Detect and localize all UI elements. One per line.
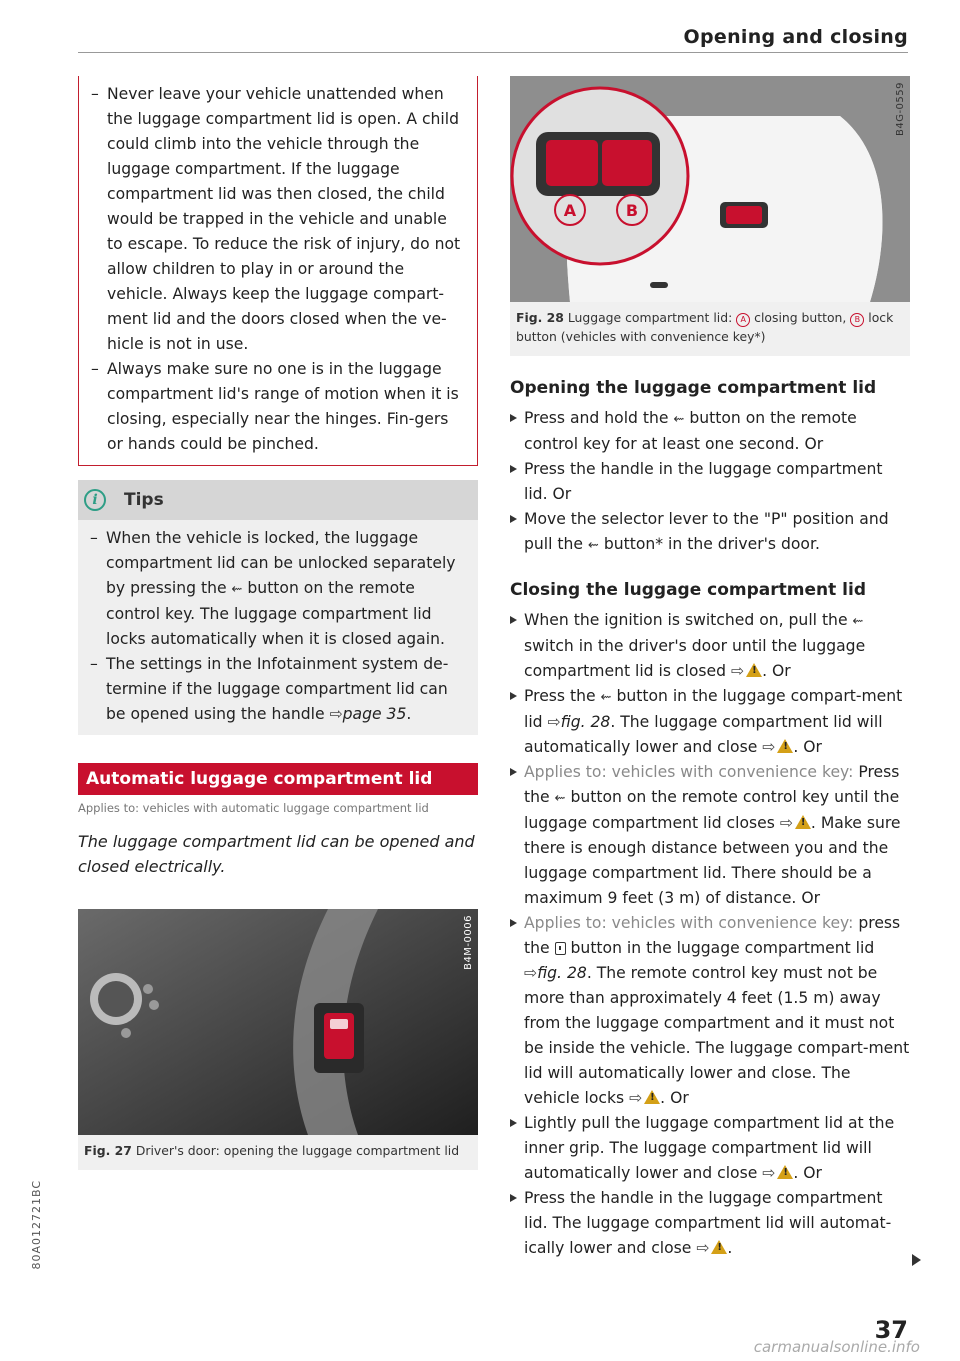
tips-item <box>90 652 466 727</box>
closing-step: Lightly pull the luggage compartment lid at the inner grip. The luggage compartment lid will automatically lower and close ⇨! . Or <box>510 1111 910 1186</box>
document-code: 80A012721BC <box>30 1180 43 1270</box>
reference-arrow-icon: ⇨ <box>547 713 561 731</box>
warning-triangle-icon[interactable] <box>711 1240 727 1254</box>
opening-heading: Opening the luggage compartment lid <box>510 378 877 398</box>
car-icon: ⇜ <box>231 582 243 597</box>
closing-step: When the ignition is switched on, pull the ⇜ switch in the driver's door until the luggage compartment lid is closed ⇨! . Or <box>510 608 910 684</box>
reference-arrow-icon: ⇨ <box>762 1164 776 1182</box>
car-icon: ⇜ <box>600 690 612 705</box>
figure-caption-text: Driver's door: opening the luggage compartment lid <box>135 1143 460 1158</box>
tips-item <box>90 526 466 652</box>
reference-arrow-icon: ⇨ <box>696 1239 710 1257</box>
left-column <box>78 76 478 1170</box>
reference-arrow-icon: ⇨ <box>762 738 776 756</box>
figure-27 <box>78 909 478 1170</box>
tips-body <box>78 520 478 735</box>
figure-caption-text: lock button (vehicles with convenience key*) <box>516 310 894 344</box>
warning-triangle-icon[interactable] <box>644 1090 660 1104</box>
reference-arrow-icon: ⇨ <box>329 705 343 723</box>
callout-b-badge: B <box>616 194 648 226</box>
applies-to-note: Applies to: vehicles with convenience key: <box>524 914 854 932</box>
right-column <box>510 76 910 1261</box>
tips-box <box>78 480 478 735</box>
tips-text: When the vehicle is locked, the luggage compartment lid can be unlocked separately by pressing the <box>106 529 456 597</box>
applies-to-note: Applies to: vehicles with convenience key: <box>524 763 854 781</box>
figure-27-image <box>78 909 478 1135</box>
figure-label: Fig. 28 <box>516 310 564 325</box>
car-icon: ⇜ <box>673 412 685 427</box>
warning-triangle-icon[interactable] <box>795 815 811 829</box>
tips-text: The settings in the Infotainment system de-termine if the luggage compartment lid can be opened using the handle <box>106 655 449 723</box>
figure-28 <box>510 76 910 356</box>
warning-triangle-icon[interactable] <box>746 663 762 677</box>
figure-reference-link[interactable]: fig. 28 <box>537 964 587 982</box>
tips-text: button on the remote control key. The luggage compartment lid locks automatically when it is closed again. <box>106 579 445 648</box>
watermark: carmanualsonline.info <box>753 1338 920 1356</box>
closing-step: Applies to: vehicles with convenience key: press the button in the luggage compartment lid ⇨fig. 28. The remote control key must not be more than approximately 4 feet (1.5 m) away from the luggage compartment and it must not be inside the vehicle. The luggage compart-ment lid will automatically lower and close. The vehicle locks ⇨! . Or <box>510 911 910 1111</box>
reference-arrow-icon: ⇨ <box>731 662 745 680</box>
car-icon: ⇜ <box>554 791 566 806</box>
door-panel-illustration <box>78 909 478 1135</box>
opening-step: Press and hold the ⇜ button on the remote control key for at least one second. Or <box>510 406 910 457</box>
car-icon: ⇜ <box>852 614 864 629</box>
figure-caption-text: Luggage compartment lid: <box>567 310 733 325</box>
closing-step: Press the handle in the luggage compartment lid. The luggage compartment lid will automat-ically lower and close ⇨! . <box>510 1186 910 1261</box>
section-title: Automatic luggage compartment lid <box>78 763 478 795</box>
tips-title: Tips <box>124 490 164 510</box>
warning-box <box>78 76 478 466</box>
warning-item: – Never leave your vehicle unattended when the luggage compartment lid is open. A child could climb into the vehicle through the luggage compartment. If the luggage compartment lid was then closed, the child would be trapped in the vehicle and unable to escape. To reduce the risk of injury, do not allow children to play in or around the vehicle. Always keep the luggage compart-ment lid and the doors closed when the ve-hicle is not in use. <box>91 82 463 357</box>
figure-caption-text: closing button, <box>754 310 847 325</box>
opening-step: Move the selector lever to the "P" position and pull the ⇜ button* in the driver's door. <box>510 507 910 558</box>
reference-arrow-icon: ⇨ <box>629 1089 643 1107</box>
car-icon: ⇜ <box>587 538 599 553</box>
warning-triangle-icon[interactable] <box>777 739 793 753</box>
continue-arrow-icon <box>912 1254 921 1266</box>
figure-28-caption <box>510 302 910 356</box>
closing-heading: Closing the luggage compartment lid <box>510 580 866 600</box>
page-header-title: Opening and closing <box>683 26 908 48</box>
closing-step: Press the ⇜ button in the luggage compart-ment lid ⇨fig. 28. The luggage compartment lid will automatically lower and close ⇨! . Or <box>510 684 910 760</box>
tips-text: . <box>406 705 412 723</box>
callout-a-badge: A <box>554 194 586 226</box>
warning-item: – Always make sure no one is in the luggage compartment lid's range of motion when it is closing, especially near the hinges. Fin-gers or hands could be pinched. <box>91 357 463 457</box>
figure-27-caption <box>78 1135 478 1170</box>
opening-step: Press the handle in the luggage compartment lid. Or <box>510 457 910 507</box>
section-intro: The luggage compartment lid can be opened and closed electrically. <box>78 832 475 876</box>
applies-to-note: Applies to: vehicles with automatic luggage compartment lid <box>78 801 429 815</box>
tips-header <box>78 480 478 520</box>
figure-28-code: B4G-0559 <box>895 82 906 137</box>
reference-arrow-icon: ⇨ <box>779 814 793 832</box>
closing-step: Applies to: vehicles with convenience key: Press the ⇜ button on the remote control key until the luggage compartment lid closes ⇨! . Make sure there is enough distance between you and the luggage compartment lid. There should be a maximum 9 feet (3 m) of distance. Or <box>510 760 910 911</box>
lock-icon <box>555 942 566 955</box>
badge-a-icon: A <box>736 313 750 327</box>
page-reference-link[interactable]: page 35 <box>342 705 407 723</box>
reference-arrow-icon: ⇨ <box>524 964 538 982</box>
figure-label: Fig. 27 <box>84 1143 132 1158</box>
figure-28-image <box>510 76 910 302</box>
badge-b-icon: B <box>850 313 864 327</box>
figure-reference-link[interactable]: fig. 28 <box>560 713 611 731</box>
warning-triangle-icon[interactable] <box>777 1165 793 1179</box>
figure-27-code: B4M-0006 <box>463 915 474 970</box>
info-icon: i <box>84 489 106 511</box>
page-number: 37 <box>874 1316 908 1344</box>
luggage-lid-illustration <box>510 76 910 302</box>
header-divider <box>78 52 908 53</box>
